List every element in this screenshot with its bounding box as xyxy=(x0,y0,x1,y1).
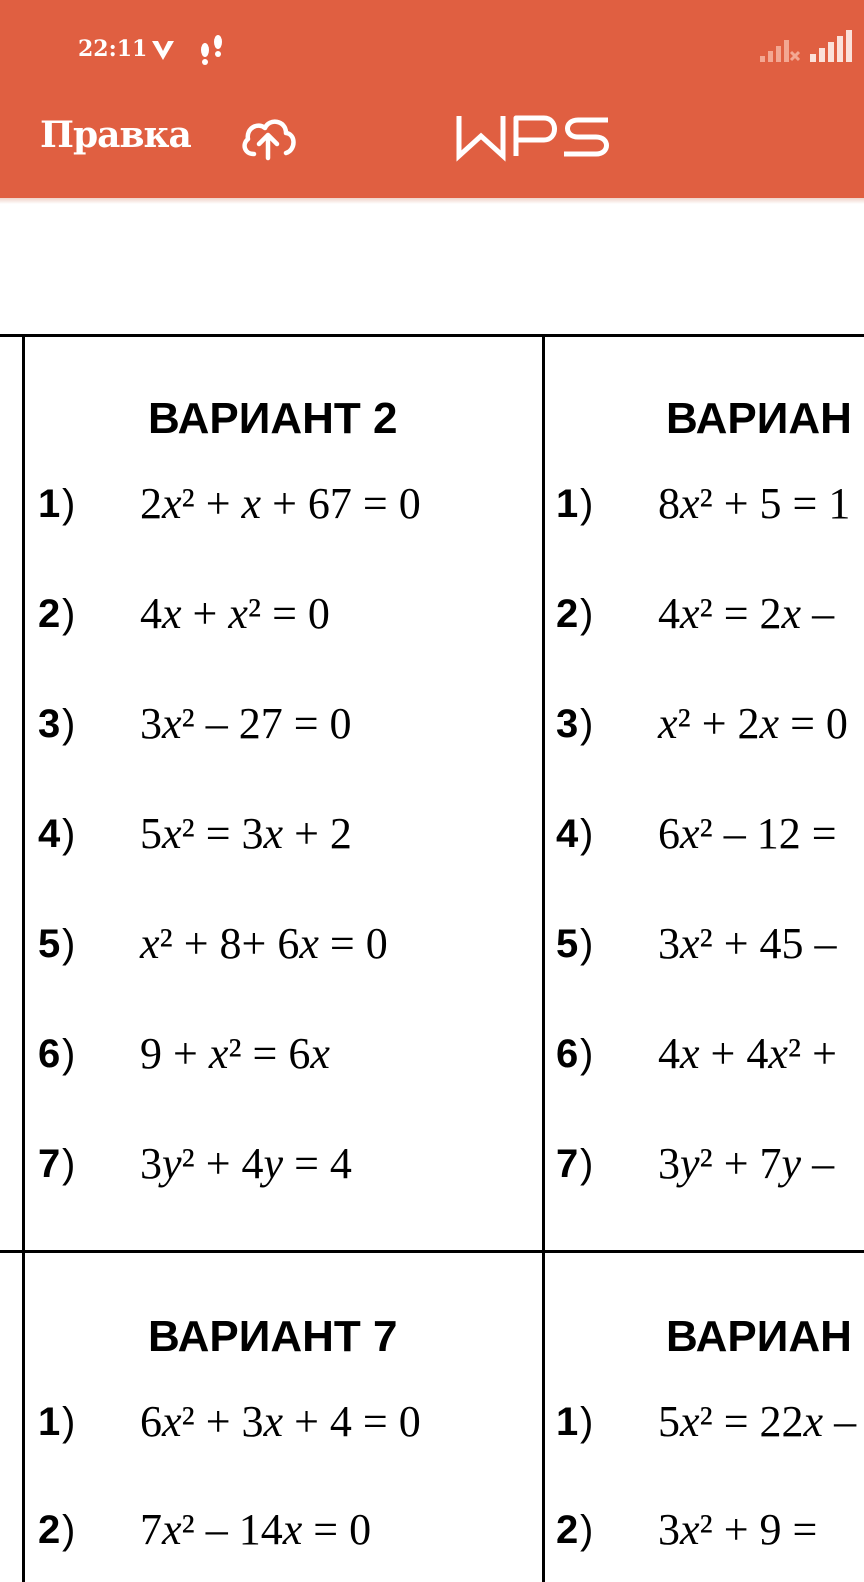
item-paren: ) xyxy=(62,482,76,526)
table-border-top xyxy=(0,334,864,337)
item-paren: ) xyxy=(580,702,594,746)
item-number: 4 xyxy=(38,812,61,856)
table-border-left xyxy=(22,334,25,1582)
app-bar-shadow xyxy=(0,198,864,204)
equation: 3x² – 27 = 0 xyxy=(140,699,352,748)
equation: 6x² – 12 = xyxy=(658,809,837,858)
item-number: 1 xyxy=(38,482,61,526)
item-number: 7 xyxy=(556,1142,579,1186)
item-number: 2 xyxy=(38,1508,61,1552)
equation: 3x² + 45 – xyxy=(658,919,837,968)
item-number: 2 xyxy=(556,592,579,636)
item-paren: ) xyxy=(580,592,594,636)
item-number: 4 xyxy=(556,812,579,856)
variant-title: ВАРИАНТ 2 xyxy=(148,394,398,443)
table-border-middle xyxy=(0,1250,864,1253)
item-number: 3 xyxy=(556,702,579,746)
equation: 3y² + 4y = 4 xyxy=(140,1139,352,1188)
item-paren: ) xyxy=(580,1142,594,1186)
item-number: 2 xyxy=(556,1508,579,1552)
equation: 5x² = 3x + 2 xyxy=(140,809,352,858)
item-paren: ) xyxy=(62,812,76,856)
variant-title: ВАРИАН xyxy=(666,1312,852,1361)
edit-button[interactable]: Правка xyxy=(40,114,191,156)
item-paren: ) xyxy=(580,812,594,856)
notification-icon xyxy=(196,30,228,66)
cloud-upload-icon[interactable] xyxy=(238,110,298,166)
equation: 7x² – 14x = 0 xyxy=(140,1505,372,1554)
item-paren: ) xyxy=(580,922,594,966)
item-number: 6 xyxy=(556,1032,579,1076)
app-bar xyxy=(0,0,864,198)
item-number: 6 xyxy=(38,1032,61,1076)
item-paren: ) xyxy=(62,1142,76,1186)
variant-title: ВАРИАН xyxy=(666,394,852,443)
signal-icon-sim1 xyxy=(760,34,800,64)
item-number: 2 xyxy=(38,592,61,636)
equation: 4x + 4x² + xyxy=(658,1029,837,1078)
equation: 3x² + 9 = xyxy=(658,1505,818,1554)
equation: 5x² = 22x – xyxy=(658,1397,857,1446)
item-paren: ) xyxy=(62,702,76,746)
wps-logo xyxy=(454,110,616,166)
item-number: 7 xyxy=(38,1142,61,1186)
variant-title: ВАРИАНТ 7 xyxy=(148,1312,398,1361)
item-number: 1 xyxy=(556,1400,579,1444)
item-number: 5 xyxy=(556,922,579,966)
status-time: 22:11 xyxy=(78,36,148,62)
equation: x² + 2x = 0 xyxy=(658,699,848,748)
equation: 4x + x² = 0 xyxy=(140,589,330,638)
equation: 9 + x² = 6x xyxy=(140,1029,330,1078)
item-paren: ) xyxy=(580,1032,594,1076)
item-paren: ) xyxy=(580,1508,594,1552)
item-paren: ) xyxy=(62,922,76,966)
table-border-center xyxy=(542,334,545,1582)
item-paren: ) xyxy=(62,1032,76,1076)
item-paren: ) xyxy=(580,1400,594,1444)
equation: 3y² + 7y – xyxy=(658,1139,835,1188)
equation: x² + 8+ 6x = 0 xyxy=(140,919,388,968)
item-number: 1 xyxy=(556,482,579,526)
item-paren: ) xyxy=(62,1400,76,1444)
item-paren: ) xyxy=(580,482,594,526)
vpn-icon xyxy=(150,38,176,62)
item-number: 5 xyxy=(38,922,61,966)
item-paren: ) xyxy=(62,592,76,636)
item-number: 1 xyxy=(38,1400,61,1444)
equation: 6x² + 3x + 4 = 0 xyxy=(140,1397,421,1446)
equation: 8x² + 5 = 1 xyxy=(658,479,851,528)
item-number: 3 xyxy=(38,702,61,746)
item-paren: ) xyxy=(62,1508,76,1552)
equation: 4x² = 2x – xyxy=(658,589,835,638)
signal-icon-sim2 xyxy=(810,30,864,64)
equation: 2x² + x + 67 = 0 xyxy=(140,479,421,528)
